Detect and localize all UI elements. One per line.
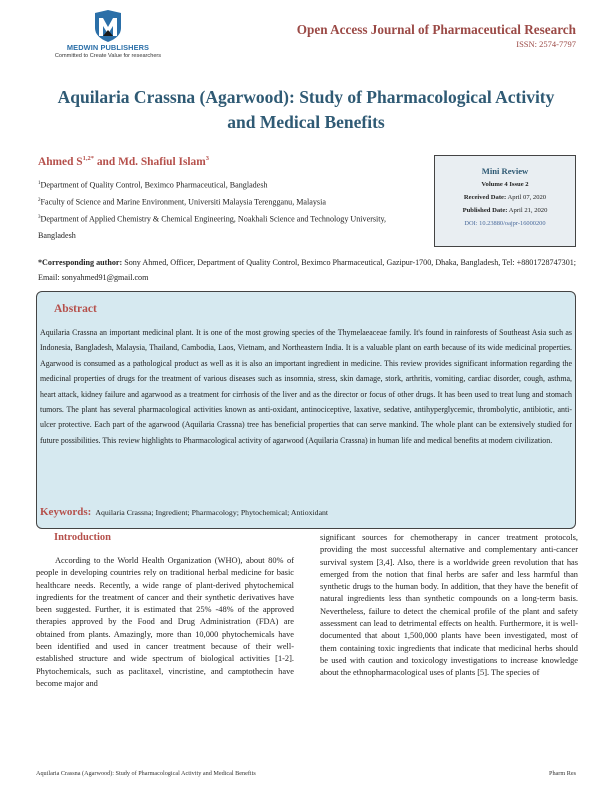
received-date xyxy=(435,194,575,201)
doi-link[interactable]: DOI: 10.23880/oajpr-16000200 xyxy=(464,220,546,227)
affiliation-text: Department of Quality Control, Beximco Pharmaceutical, Bangladesh xyxy=(40,180,268,190)
published-label: Published Date: xyxy=(462,207,508,214)
article-type: Mini Review xyxy=(481,166,529,176)
abstract-box xyxy=(36,291,576,529)
shield-m-logo-icon xyxy=(93,10,123,42)
corresponding-author xyxy=(38,255,578,285)
article-info-box xyxy=(434,155,576,247)
published-value: April 21, 2020 xyxy=(507,207,548,214)
keywords xyxy=(40,506,328,518)
abstract-heading: Abstract xyxy=(54,303,97,315)
author-superscript: 3 xyxy=(205,155,209,162)
footer-title: Aquilaria Crassna (Agarwood): Study of Pharmacological Activity and Medical Benefits xyxy=(36,770,256,777)
affiliation-number: 1 xyxy=(38,181,41,186)
introduction-heading: Introduction xyxy=(54,532,111,543)
article-title-line-2: and Medical Benefits xyxy=(227,112,385,132)
article-title-line-1: Aquilaria Crassna (Agarwood): Study of Pharmacological Activity xyxy=(57,87,555,107)
affiliation-text: Faculty of Science and Marine Environment, Universiti Malaysia Terengganu, Malaysia xyxy=(40,197,326,207)
journal-issn: ISSN: 2574-7797 xyxy=(516,39,576,49)
received-label: Received Date: xyxy=(463,194,507,201)
body-column-right: significant sources for chemotherapy in cancer treatment protocols, providing the most successful alternative and complementary anti-cancer survival system [3,4]. Also, there is a worldwide green revolution that has emerged from the notion that final herbs are safer and less harmful than synthetic drugs to the human body. In addition, that they have the benefit of natural ingredients less than synthetic compounds on a long-term basis. Nevertheless, failure to detect the chemical profile of the plant and safety assessment can lead to detrimental effects on health. Furthermore, it is well-documented that about 1,500,000 plants have been investigated, most of them containing toxic ingredients that indicate that medicinal herbs should be used with caution and toxicology investigations to increase knowledge about the ethnopharmacological uses of plants [5]. The species of xyxy=(320,533,578,678)
author-superscript: 1,2* xyxy=(82,155,94,162)
affiliation-item xyxy=(38,210,408,243)
keywords-label: Keywords: xyxy=(40,506,92,518)
affiliation-item xyxy=(38,176,408,193)
author-list xyxy=(38,155,209,168)
corresponding-text: Sony Ahmed, Officer, Department of Quality Control, Beximco Pharmaceutical, Gazipur-1700, Dhaka, Bangladesh, Tel: +8801728747301; Email: sonyahmed91@gmail.com xyxy=(38,258,577,282)
footer-journal: Pharm Res xyxy=(549,770,576,777)
journal-title: Open Access Journal of Pharmaceutical Research xyxy=(296,22,576,37)
article-title xyxy=(0,85,612,135)
affiliation-item xyxy=(38,193,408,210)
author-name: Ahmed S xyxy=(38,155,83,168)
author-name: Md. Shafiul Islam xyxy=(118,155,206,168)
affiliations xyxy=(38,176,408,243)
volume-issue: Volume 4 Issue 2 xyxy=(481,181,529,188)
publisher-tagline: Committed to Create Value for researchers xyxy=(54,53,162,59)
affiliation-text: Department of Applied Chemistry & Chemical Engineering, Noakhali Science and Technology University, Bangladesh xyxy=(38,215,387,240)
corresponding-label: *Corresponding author: xyxy=(38,258,123,267)
publisher-name: MEDWIN PUBLISHERS xyxy=(66,43,150,52)
body-column-left: According to the World Health Organization (WHO), about 80% of people in developing countries rely on traditional herbal medicine for basic healthcare needs. Recently, a wide range of plant-derived phytochemical ingredients for the treatment of cancer and their synthetic derivatives have been suggested. Further, it is estimated that 25% -48% of the approved therapies approved by the Food and Drug Administration (FDA) are obtained from plants. Amazingly, more than 10,000 phytochemicals have been identified and used in cancer treatment because of their well-established structure and wide spectrum of biological activities [1-2]. Phytochemicals, such as paclitaxel, vincristine, and camptothecin have become major and xyxy=(36,556,294,688)
author-conjunction: and xyxy=(94,155,119,168)
received-value: April 07, 2020 xyxy=(506,194,547,201)
journal-header xyxy=(297,22,576,49)
published-date xyxy=(435,207,575,214)
publisher-logo xyxy=(28,10,188,59)
affiliation-number: 2 xyxy=(38,198,41,204)
abstract-text: Aquilaria Crassna an important medicinal plant. It is one of the most growing species of the Thymelaeaceae family. It's found in rainforests of Southeast Asia such as Indonesia, Bangladesh, Malaysia, Thailand, Cambodia, Laos, Vietnam, and Northeastern India. It is a valuable plant on earth because of its wide medicinal properties. Agarwood is consumed as a pathological product as well as it is also an important ingredient in medicine. This review provides significant information regarding the medicinal properties of drugs for the treatment of various diseases such as insomnia, stress, skin damage, stork, arthritis, vomiting, cardiac disorder, cough, asthma, heart attack, kidney failure and agarwood as a treatment for cirrhosis of the liver and as the director or focus of other drugs. It has been used to treat lung and stomach tumors. The plant has several pharmacological activities known as anti-oxidant, antinociceptive, laxative, sedative, antihyperglycemic, thrombolytic, antibiotic, anti-ulcer protective. Each part of the agarwood (Aquilaria Crassna) tree has beneficial properties that can serve mankind. The whole plant can be extensively studied for future possibilities. This review highlights to Pharmacological activity of agarwood (Aquilaria Crassna) in human life and medical benefits at modern civilization. xyxy=(40,328,572,445)
affiliation-number: 3 xyxy=(38,215,41,221)
keywords-list: Aquilaria Crassna; Ingredient; Pharmacology; Phytochemical; Antioxidant xyxy=(95,508,329,517)
